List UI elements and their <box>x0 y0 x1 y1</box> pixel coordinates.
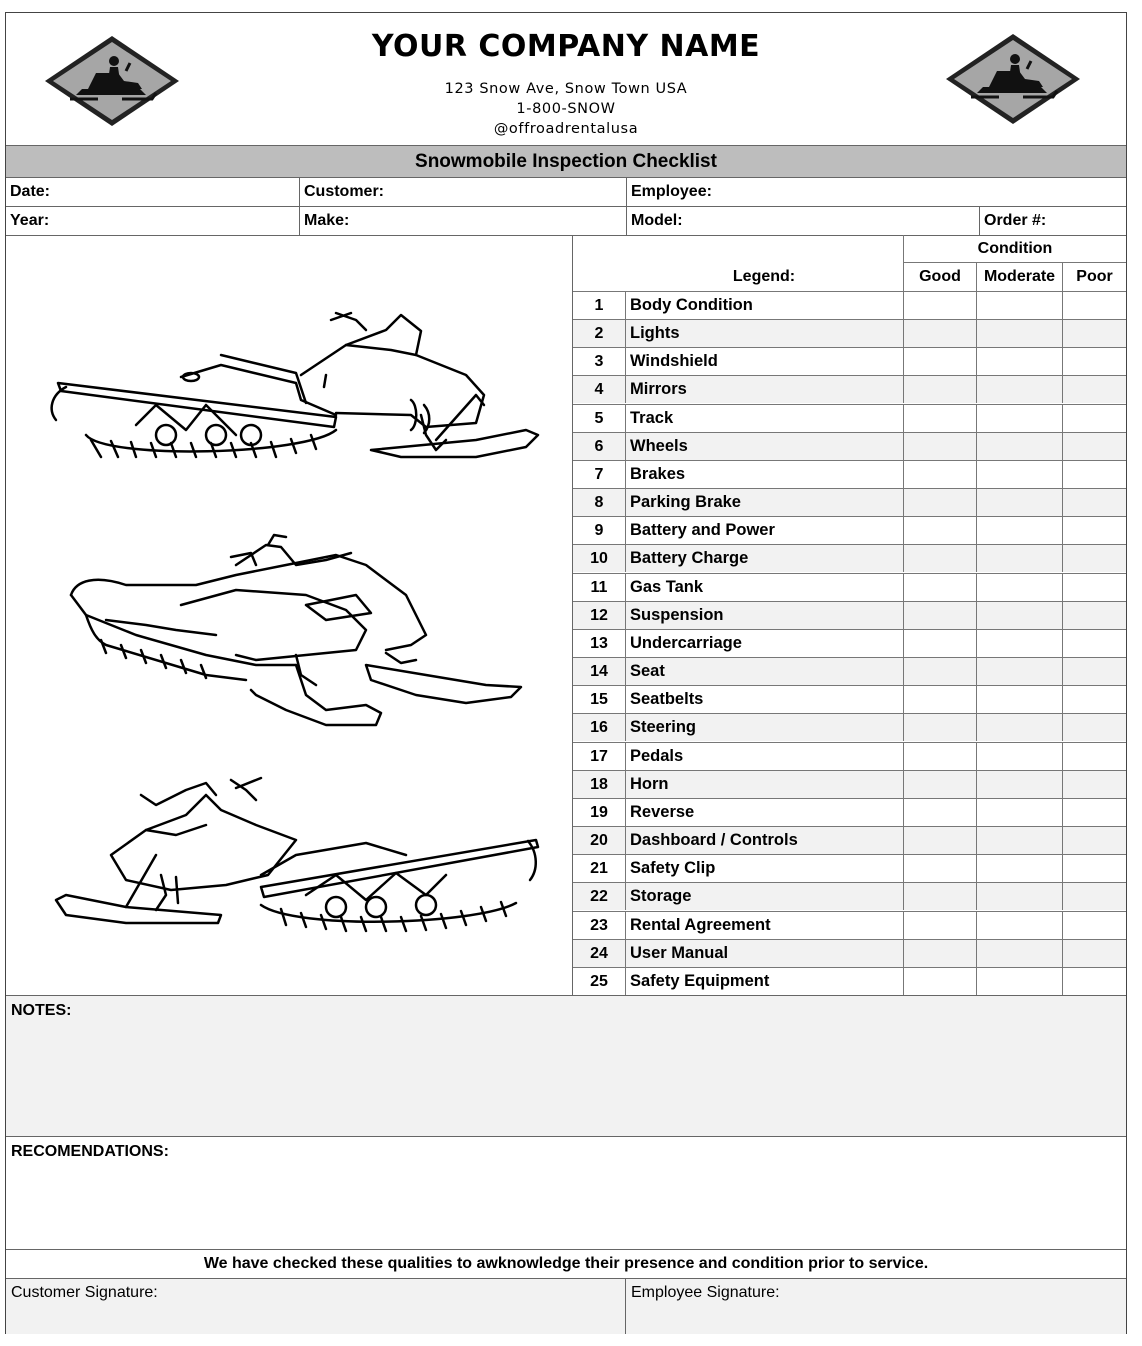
checklist-row <box>573 544 1126 572</box>
model-field[interactable]: Model: <box>626 207 979 235</box>
item-label: Storage <box>625 883 903 910</box>
item-number: 9 <box>594 522 604 540</box>
item-label: Battery Charge <box>625 545 903 572</box>
poor-checkbox-cell[interactable] <box>1062 968 1126 995</box>
good-checkbox-cell[interactable] <box>903 320 976 347</box>
item-number: 3 <box>594 353 604 371</box>
good-checkbox-cell[interactable] <box>903 545 976 572</box>
company-phone: 1-800-SNOW <box>516 101 616 117</box>
snowmobile-three-quarter-view <box>71 535 521 725</box>
checklist-row <box>573 432 1126 460</box>
item-label: Safety Equipment <box>625 968 903 995</box>
poor-checkbox-cell[interactable] <box>1062 461 1126 488</box>
good-checkbox-cell[interactable] <box>903 433 976 460</box>
moderate-checkbox-cell[interactable] <box>976 320 1062 347</box>
checklist-row <box>573 770 1126 798</box>
condition-header: Condition <box>903 235 1126 263</box>
good-checkbox-cell[interactable] <box>903 376 976 403</box>
poor-checkbox-cell[interactable] <box>1062 376 1126 403</box>
good-checkbox-cell[interactable] <box>903 348 976 375</box>
form-title: Snowmobile Inspection Checklist <box>6 146 1126 178</box>
poor-checkbox-cell[interactable] <box>1062 771 1126 798</box>
item-label: Brakes <box>625 461 903 488</box>
good-checkbox-cell[interactable] <box>903 714 976 741</box>
moderate-checkbox-cell[interactable] <box>976 545 1062 572</box>
order-number-field[interactable]: Order #: <box>979 207 1126 235</box>
good-checkbox-cell[interactable] <box>903 912 976 939</box>
checklist-row <box>573 601 1126 629</box>
item-number: 20 <box>590 832 608 850</box>
moderate-checkbox-cell[interactable] <box>976 461 1062 488</box>
poor-checkbox-cell[interactable] <box>1062 489 1126 516</box>
poor-checkbox-cell[interactable] <box>1062 320 1126 347</box>
checklist-row <box>573 291 1126 319</box>
employee-signature-field[interactable] <box>625 1279 1126 1334</box>
good-checkbox-cell[interactable] <box>903 517 976 544</box>
item-number: 24 <box>590 944 608 962</box>
company-address: 123 Snow Ave, Snow Town USA <box>444 81 688 97</box>
item-number: 16 <box>590 719 608 737</box>
item-label: Pedals <box>625 743 903 770</box>
item-number: 11 <box>590 578 608 596</box>
item-label: Horn <box>625 771 903 798</box>
checklist-row <box>573 939 1126 967</box>
item-label: Dashboard / Controls <box>625 827 903 854</box>
item-number: 2 <box>594 325 604 343</box>
moderate-checkbox-cell[interactable] <box>976 827 1062 854</box>
good-checkbox-cell[interactable] <box>903 799 976 826</box>
moderate-checkbox-cell[interactable] <box>976 883 1062 910</box>
poor-checkbox-cell[interactable] <box>1062 799 1126 826</box>
checklist-row <box>573 882 1126 910</box>
poor-checkbox-cell[interactable] <box>1062 743 1126 770</box>
item-label: Reverse <box>625 799 903 826</box>
checklist-row <box>573 488 1126 516</box>
employee-field[interactable]: Employee: <box>626 178 1126 206</box>
moderate-checkbox-cell[interactable] <box>976 292 1062 319</box>
moderate-checkbox-cell[interactable] <box>976 630 1062 657</box>
company-handle: @offroadrentalusa <box>493 121 639 137</box>
good-checkbox-cell[interactable] <box>903 743 976 770</box>
item-number: 8 <box>594 494 604 512</box>
poor-checkbox-cell[interactable] <box>1062 714 1126 741</box>
form-header <box>6 13 1126 146</box>
inspection-form <box>5 12 1127 1334</box>
moderate-checkbox-cell[interactable] <box>976 658 1062 685</box>
customer-field[interactable]: Customer: <box>299 178 626 206</box>
poor-checkbox-cell[interactable] <box>1062 348 1126 375</box>
checklist-row <box>573 573 1126 601</box>
moderate-checkbox-cell[interactable] <box>976 517 1062 544</box>
item-label: Steering <box>625 714 903 741</box>
checklist-row <box>573 629 1126 657</box>
good-checkbox-cell[interactable] <box>903 461 976 488</box>
moderate-checkbox-cell[interactable] <box>976 855 1062 882</box>
checklist-row <box>573 319 1126 347</box>
good-checkbox-cell[interactable] <box>903 855 976 882</box>
checklist-row <box>573 854 1126 882</box>
moderate-checkbox-cell[interactable] <box>976 912 1062 939</box>
item-number: 15 <box>590 691 608 709</box>
moderate-checkbox-cell[interactable] <box>976 968 1062 995</box>
checklist-row <box>573 347 1126 375</box>
snowmobile-side-view-left <box>56 778 538 931</box>
item-label: Mirrors <box>625 376 903 403</box>
good-column-header: Good <box>903 263 976 291</box>
moderate-checkbox-cell[interactable] <box>976 376 1062 403</box>
customer-signature-label: Customer Signature: <box>11 1284 158 1301</box>
employee-signature-label: Employee Signature: <box>631 1284 780 1301</box>
poor-checkbox-cell[interactable] <box>1062 658 1126 685</box>
poor-checkbox-cell[interactable] <box>1062 292 1126 319</box>
customer-signature-field[interactable] <box>6 1279 625 1334</box>
make-field[interactable]: Make: <box>299 207 626 235</box>
company-name: YOUR COMPANY NAME <box>371 29 761 64</box>
item-number: 23 <box>590 916 608 934</box>
info-row-vehicle <box>6 207 1126 236</box>
good-checkbox-cell[interactable] <box>903 489 976 516</box>
date-field[interactable]: Date: <box>10 183 51 200</box>
checklist-row <box>573 516 1126 544</box>
checklist-row <box>573 375 1126 403</box>
moderate-checkbox-cell[interactable] <box>976 714 1062 741</box>
item-label: Gas Tank <box>625 574 903 601</box>
item-label: Lights <box>625 320 903 347</box>
item-number: 22 <box>590 888 608 906</box>
year-field[interactable]: Year: <box>10 212 50 229</box>
item-label: Seat <box>625 658 903 685</box>
moderate-checkbox-cell[interactable] <box>976 743 1062 770</box>
item-label: Rental Agreement <box>625 912 903 939</box>
moderate-checkbox-cell[interactable] <box>976 771 1062 798</box>
item-number: 1 <box>594 297 604 314</box>
good-checkbox-cell[interactable] <box>903 405 976 432</box>
moderate-checkbox-cell[interactable] <box>976 433 1062 460</box>
item-label: User Manual <box>625 940 903 967</box>
item-label: Wheels <box>625 433 903 460</box>
item-label: Battery and Power <box>625 517 903 544</box>
poor-checkbox-cell[interactable] <box>1062 827 1126 854</box>
poor-checkbox-cell[interactable] <box>1062 855 1126 882</box>
item-number: 14 <box>590 663 608 681</box>
poor-checkbox-cell[interactable] <box>1062 940 1126 967</box>
acknowledgement-statement: We have checked these qualities to awknowledge their presence and condition prior to service. <box>6 1250 1126 1279</box>
checklist-row <box>573 404 1126 432</box>
poor-checkbox-cell[interactable] <box>1062 545 1126 572</box>
good-checkbox-cell[interactable] <box>903 658 976 685</box>
moderate-checkbox-cell[interactable] <box>976 602 1062 629</box>
moderate-column-header: Moderate <box>976 263 1062 291</box>
good-checkbox-cell[interactable] <box>903 827 976 854</box>
item-number: 5 <box>594 409 604 427</box>
inspection-checklist-table <box>573 235 1126 995</box>
notes-area[interactable] <box>6 995 1126 1137</box>
item-label: Parking Brake <box>625 489 903 516</box>
item-label: Undercarriage <box>625 630 903 657</box>
item-number: 6 <box>594 437 604 455</box>
good-checkbox-cell[interactable] <box>903 574 976 601</box>
good-checkbox-cell[interactable] <box>903 630 976 657</box>
item-number: 7 <box>594 465 604 483</box>
recommendations-area[interactable] <box>6 1137 1126 1250</box>
checklist-row <box>573 713 1126 741</box>
good-checkbox-cell[interactable] <box>903 292 976 319</box>
checklist-row <box>573 742 1126 770</box>
item-label: Safety Clip <box>625 855 903 882</box>
item-number: 19 <box>590 803 608 821</box>
snowmobile-side-view-right <box>52 313 538 457</box>
poor-checkbox-cell[interactable] <box>1062 630 1126 657</box>
good-checkbox-cell[interactable] <box>903 686 976 713</box>
checklist-row <box>573 967 1126 995</box>
item-number: 18 <box>590 775 608 793</box>
item-number: 12 <box>590 606 608 624</box>
item-label: Suspension <box>625 602 903 629</box>
checklist-row <box>573 657 1126 685</box>
good-checkbox-cell[interactable] <box>903 771 976 798</box>
item-number: 21 <box>590 860 608 878</box>
item-label: Body Condition <box>625 292 903 319</box>
item-label: Track <box>625 405 903 432</box>
good-checkbox-cell[interactable] <box>903 968 976 995</box>
legend-header: Legend: <box>732 268 796 285</box>
poor-checkbox-cell[interactable] <box>1062 517 1126 544</box>
moderate-checkbox-cell[interactable] <box>976 686 1062 713</box>
item-number: 10 <box>590 550 608 568</box>
good-checkbox-cell[interactable] <box>903 940 976 967</box>
poor-checkbox-cell[interactable] <box>1062 686 1126 713</box>
poor-checkbox-cell[interactable] <box>1062 912 1126 939</box>
good-checkbox-cell[interactable] <box>903 602 976 629</box>
item-label: Windshield <box>625 348 903 375</box>
notes-label: NOTES: <box>11 1002 72 1019</box>
item-number: 4 <box>594 381 604 399</box>
snowmobile-illustrations <box>6 235 573 995</box>
checklist-row <box>573 460 1126 488</box>
item-number: 17 <box>590 747 608 765</box>
checklist-row <box>573 911 1126 939</box>
poor-column-header: Poor <box>1062 263 1126 291</box>
good-checkbox-cell[interactable] <box>903 883 976 910</box>
moderate-checkbox-cell[interactable] <box>976 489 1062 516</box>
item-label: Seatbelts <box>625 686 903 713</box>
item-number: 13 <box>590 634 608 652</box>
poor-checkbox-cell[interactable] <box>1062 574 1126 601</box>
checklist-row <box>573 826 1126 854</box>
poor-checkbox-cell[interactable] <box>1062 433 1126 460</box>
item-number: 25 <box>590 972 608 990</box>
checklist-row <box>573 798 1126 826</box>
poor-checkbox-cell[interactable] <box>1062 602 1126 629</box>
poor-checkbox-cell[interactable] <box>1062 883 1126 910</box>
moderate-checkbox-cell[interactable] <box>976 574 1062 601</box>
moderate-checkbox-cell[interactable] <box>976 799 1062 826</box>
recommendations-label: RECOMENDATIONS: <box>11 1143 169 1160</box>
poor-checkbox-cell[interactable] <box>1062 405 1126 432</box>
info-row-date-customer-employee <box>6 178 1126 207</box>
checklist-row <box>573 685 1126 713</box>
moderate-checkbox-cell[interactable] <box>976 405 1062 432</box>
moderate-checkbox-cell[interactable] <box>976 348 1062 375</box>
moderate-checkbox-cell[interactable] <box>976 940 1062 967</box>
